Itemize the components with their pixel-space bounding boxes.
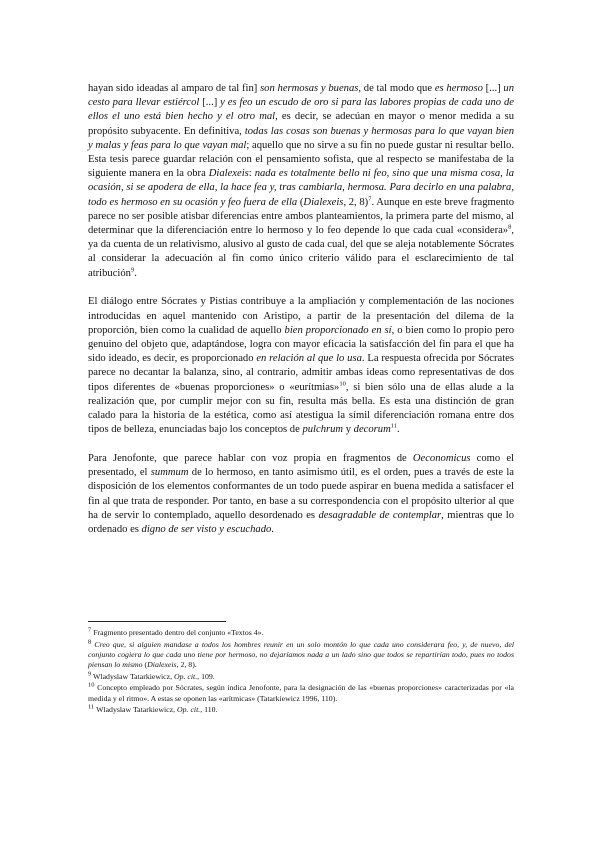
footnote-separator bbox=[88, 621, 226, 622]
footnote bbox=[88, 628, 514, 638]
text-run: , o bien como lo propio pero genuino del objeto que, adaptándose, logra con mayor eficacia la satisfacción del fin para el que ha sido ideado, es decir, es proporcionado bbox=[88, 324, 514, 365]
text-run: , 2, 8) bbox=[343, 196, 369, 208]
italic-text: Creo que, si alguien mandase a todos los hombres reunir en un solo montón lo que cada uno considerara feo, y, de nuevo, del conjunto cogiera lo que cada uno tiene por hermoso, no dejaríamos nada a un lado sino que todos se repartirían todo, pues no todos piensan lo mismo bbox=[88, 639, 514, 670]
italic-text: summum bbox=[150, 467, 189, 479]
text-run: ( bbox=[297, 196, 304, 208]
paragraph bbox=[88, 295, 514, 437]
note-marker: 8 bbox=[508, 223, 512, 231]
italic-text: Dialexeis bbox=[208, 168, 249, 180]
italic-text: y es feo un escudo de oro si para las labores propias de cada uno de ellos el uno está bien hecho y el otro mal bbox=[88, 97, 514, 123]
footnote bbox=[88, 672, 514, 682]
text-run: hayan sido ideadas al amparo de tal fin] bbox=[88, 83, 261, 94]
text-run: ( bbox=[142, 660, 148, 670]
italic-text: desagradable de contemplar bbox=[318, 509, 442, 521]
italic-text: son hermosas y buenas bbox=[260, 83, 359, 94]
body-text bbox=[88, 82, 514, 537]
text-run: como el presentado, el bbox=[88, 453, 515, 479]
italic-text: Op. cit. bbox=[177, 705, 201, 715]
text-run: Wladyslaw Tatarkiewicz, bbox=[94, 705, 178, 715]
paragraph bbox=[88, 82, 514, 281]
note-marker: 9 bbox=[88, 670, 92, 678]
italic-text: bien proporcionado en sí bbox=[284, 324, 392, 336]
italic-text: Op. cit. bbox=[174, 671, 198, 681]
note-marker: 11 bbox=[390, 422, 397, 430]
italic-text: Dialexeis bbox=[303, 196, 344, 208]
text-run: : bbox=[248, 168, 255, 180]
text-run: , si bien sólo una de ellas alude a la realización que, por cumplir mejor con su fin, resulta más bella. Es esta una distinción de gran calado para la historia de la estética, como así atestigua la símil diferenciación romana entre dos tipos de belleza, enunciadas bajo los conceptos de bbox=[88, 381, 514, 436]
paragraph bbox=[88, 452, 514, 537]
text-run: [...] bbox=[482, 83, 504, 94]
note-marker: 11 bbox=[88, 703, 95, 711]
text-run: , 2, 8). bbox=[176, 660, 197, 670]
text-run: ; aquello que no sirve a su fin no puede gustar ni resultar bello. Esta tesis parece guardar relación con el pensamiento sofista, que al respecto se manifestaba de la siguiente manera en la obra bbox=[88, 139, 514, 180]
text-run: de lo hermoso, en tanto asimismo útil, es el orden, pues a través de este la disposición de los elementos conformantes de un todo puede aspirar en buena medida a satisfacer el fin al que trata de responder. Por tanto, en base a su correspondencia con el propósito ulterior al que ha de servir lo contemplado, aquello desordenado es bbox=[88, 467, 514, 521]
italic-text: todas las cosas son buenas y hermosas para lo que vayan bien y malas y feas para lo que vayan mal bbox=[88, 125, 514, 151]
note-marker: 10 bbox=[339, 380, 346, 388]
italic-text: pulchrum bbox=[302, 424, 344, 436]
text-run: , es decir, se adecúan en mayor o menor medida a su propósito subyacente. En definitiva, bbox=[88, 111, 514, 137]
text-run: , 109. bbox=[197, 671, 215, 681]
footnote bbox=[88, 683, 514, 704]
text-run: , 110. bbox=[200, 705, 218, 715]
italic-text: digno de ser visto y escuchado bbox=[141, 524, 272, 536]
italic-text: un cesto para llevar estiércol bbox=[88, 83, 514, 109]
text-run: . bbox=[134, 267, 137, 279]
note-marker: 7 bbox=[368, 195, 372, 203]
text-run: . La respuesta ofrecida por Sócrates parece no decantar la balanza, sino, al contrario, admitir ambas ideas como representativas de dos tipos diferentes de «buenas proporciones» o «eurítmias» bbox=[88, 353, 514, 393]
text-run: Concepto empleado por Sócrates, según indica Jenofonte, para la designación de las «buenas proporciones» caracterizadas por «la medida y el ritmo». A estas se oponen las «arítmicas» (Tatarkiewicz 1996, 110). bbox=[88, 683, 514, 703]
text-run: Para Jenofonte, que parece hablar con voz propia en fragmentos de bbox=[88, 453, 413, 465]
text-run: , mientras que lo ordenado es bbox=[88, 509, 515, 536]
text-run: El diálogo entre Sócrates y Pistias contribuye a la ampliación y complementación de las nociones introducidas en aquel mantenido con Aristipo, a partir de la presentación del dilema de la proporción, bien como la cualidad de aquello bbox=[88, 296, 514, 336]
text-run: , ya da cuenta de un relativismo, alusivo al gusto de cada cual, del que se aleja notablemente Sócrates al considerar la adecuación al fin como único criterio válido para el esclarecimiento de tal atribución bbox=[88, 225, 514, 279]
note-marker: 7 bbox=[88, 626, 92, 634]
note-marker: 8 bbox=[88, 638, 92, 645]
italic-text: decorum bbox=[353, 424, 391, 436]
text-run: . bbox=[271, 524, 274, 536]
text-run: [...] bbox=[199, 97, 221, 109]
text-run: Fragmento presentado dentro del conjunto «Textos 4». bbox=[91, 628, 264, 637]
text-run: . Aunque en este breve fragmento parece no ser posible atisbar diferencias entre ambos planteamientos, la primera parte del mismo, al determinar que la diferenciación entre lo hermoso y lo feo depende lo que cada cual «considera» bbox=[88, 196, 514, 237]
italic-text: Dialexeis bbox=[147, 660, 177, 670]
text-run: Wladyslaw Tatarkiewicz, bbox=[91, 671, 174, 681]
text-run: . bbox=[397, 424, 400, 436]
footnotes bbox=[88, 628, 514, 717]
note-marker: 9 bbox=[130, 266, 135, 274]
italic-text: nada es totalmente bello ni feo, sino que una misma cosa, la ocasión, si se apodera de ella, la hace fea y, tras cambiarla, hermosa. Para decirlo en una palabra, todo es hermoso en su ocasión y feo fuera de ella bbox=[88, 168, 514, 208]
italic-text: Oeconomicus bbox=[412, 453, 471, 465]
italic-text: en relación al que lo usa bbox=[256, 353, 362, 365]
text-run: y bbox=[343, 424, 354, 436]
footnote bbox=[88, 640, 514, 671]
text-run: , de tal modo que bbox=[358, 83, 435, 94]
italic-text: es hermoso bbox=[434, 83, 483, 94]
footnote bbox=[88, 705, 514, 715]
note-marker: 10 bbox=[88, 681, 95, 689]
